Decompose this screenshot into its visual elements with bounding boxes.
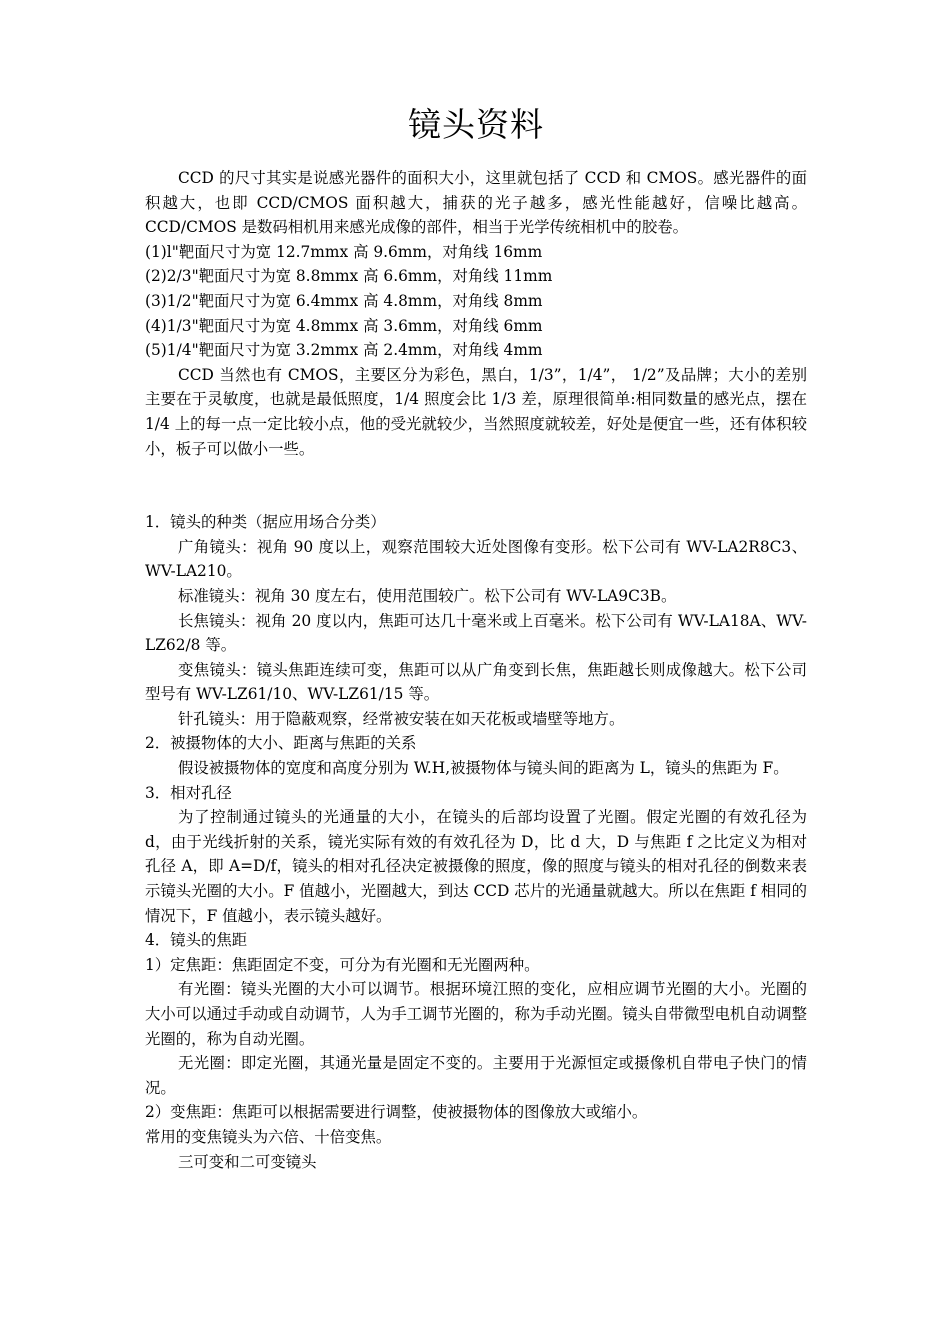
varifocal-lens-line: 三可变和二可变镜头 [178,1152,317,1171]
section-heading-lens-types: 1．镜头的种类（据应用场合分类） [145,513,386,532]
iris-paragraph: 有光圈：镜头光圈的大小可以调节。根据环境江照的变化，应相应调节光圈的大小。光圈的大小可以通过手动或自动调节，人为手工调节光圈的，称为手动光圈。镜头自带微型电机自动调整光圈的，称为自动光圈。 [145,980,807,1048]
variable-focal-paragraph: 2）变焦距：焦距可以根据需要进行调整，使被摄物体的图像放大或缩小。 [145,1103,648,1122]
sensor-size-item: (4)1/3"靶面尺寸为宽 4.8mmx 高 3.6mm，对角线 6mm [145,316,543,335]
common-zoom-paragraph: 常用的变焦镜头为六倍、十倍变焦。 [145,1127,392,1146]
section-heading-aperture: 3．相对孔径 [145,783,232,802]
page-title: 镜头资料 [408,105,544,144]
pinhole-lens-paragraph: 针孔镜头：用于隐蔽观察，经常被安装在如天花板或墙壁等地方。 [178,709,625,728]
sensor-size-item: (1)l"靶面尺寸为宽 12.7mmx 高 9.6mm，对角线 16mm [145,242,543,261]
fixed-focal-paragraph: 1）定焦距：焦距固定不变，可分为有光圈和无光圈两种。 [145,955,540,974]
sensor-size-item: (2)2/3"靶面尺寸为宽 8.8mmx 高 6.6mm，对角线 11mm [145,267,553,286]
ccd-cmos-paragraph: CCD 当然也有 CMOS，主要区分为彩色，黑白，1/3”，1/4”， 1/2”及品牌；大小的差别主要在于灵敏度，也就是最低照度，1/4 照度会比 1/3 差，原理很简单:相同数量的感光点，摆在 1/4 上的每一点一定比较小点，他的受光就较少，当然照度就较差，好处是便宜一些，还有体积较小，板子可以做小一些。 [145,365,807,458]
sensor-size-item: (5)1/4"靶面尺寸为宽 3.2mmx 高 2.4mm，对角线 4mm [145,341,543,360]
no-iris-paragraph: 无光圈：即定光圈，其通光量是固定不变的。主要用于光源恒定或摄像机自带电子快门的情况。 [145,1054,807,1097]
sensor-size-item: (3)1/2"靶面尺寸为宽 6.4mmx 高 4.8mm，对角线 8mm [145,291,543,310]
section-spacer [145,461,807,510]
size-distance-paragraph: 假设被摄物体的宽度和高度分别为 W.H,被摄物体与镜头间的距离为 L，镜头的焦距为 F。 [178,759,789,778]
aperture-paragraph: 为了控制通过镜头的光通量的大小，在镜头的后部均设置了光圈。假定光圈的有效孔径为 d，由于光线折射的关系，镜光实际有效的有效孔径为 D，比 d 大，D 与焦距 f 之比定义为相对孔径 A，即 A=D/f，镜头的相对孔径决定被摄像的照度，像的照度与镜头的相对孔径的倒数来表示镜头光圈的大小。F 值越小，光圈越大，到达 CCD 芯片的光通量就越大。所以在焦距 f 相同的情况下，F 值越小，表示镜头越好。 [145,808,807,925]
wide-angle-lens-paragraph: 广角镜头：视角 90 度以上，观察范围较大近处图像有变形。松下公司有 WV-LA2R8C3、WV-LA210。 [145,537,807,581]
intro-paragraph: CCD 的尺寸其实是说感光器件的面积大小，这里就包括了 CCD 和 CMOS。感光器件的面积越大，也即 CCD/CMOS 面积越大，捕获的光子越多，感光性能越好，信噪比越高。CCD/CMOS 是数码相机用来感光成像的部件，相当于光学传统相机中的胶卷。 [145,169,807,237]
section-heading-size-distance: 2．被摄物体的大小、距离与焦距的关系 [145,734,417,753]
zoom-lens-paragraph: 变焦镜头：镜头焦距连续可变，焦距可以从广角变到长焦，焦距越长则成像越大。松下公司型号有 WV-LZ61/10、WV-LZ61/15 等。 [145,660,807,704]
document-body [145,166,807,1174]
standard-lens-paragraph: 标准镜头：视角 30 度左右，使用范围较广。松下公司有 WV-LA9C3B。 [178,586,677,605]
section-heading-focal-length: 4．镜头的焦距 [145,931,248,950]
telephoto-lens-paragraph: 长焦镜头：视角 20 度以内，焦距可达几十毫米或上百毫米。松下公司有 WV-LA18A、WV-LZ62/8 等。 [145,611,807,655]
